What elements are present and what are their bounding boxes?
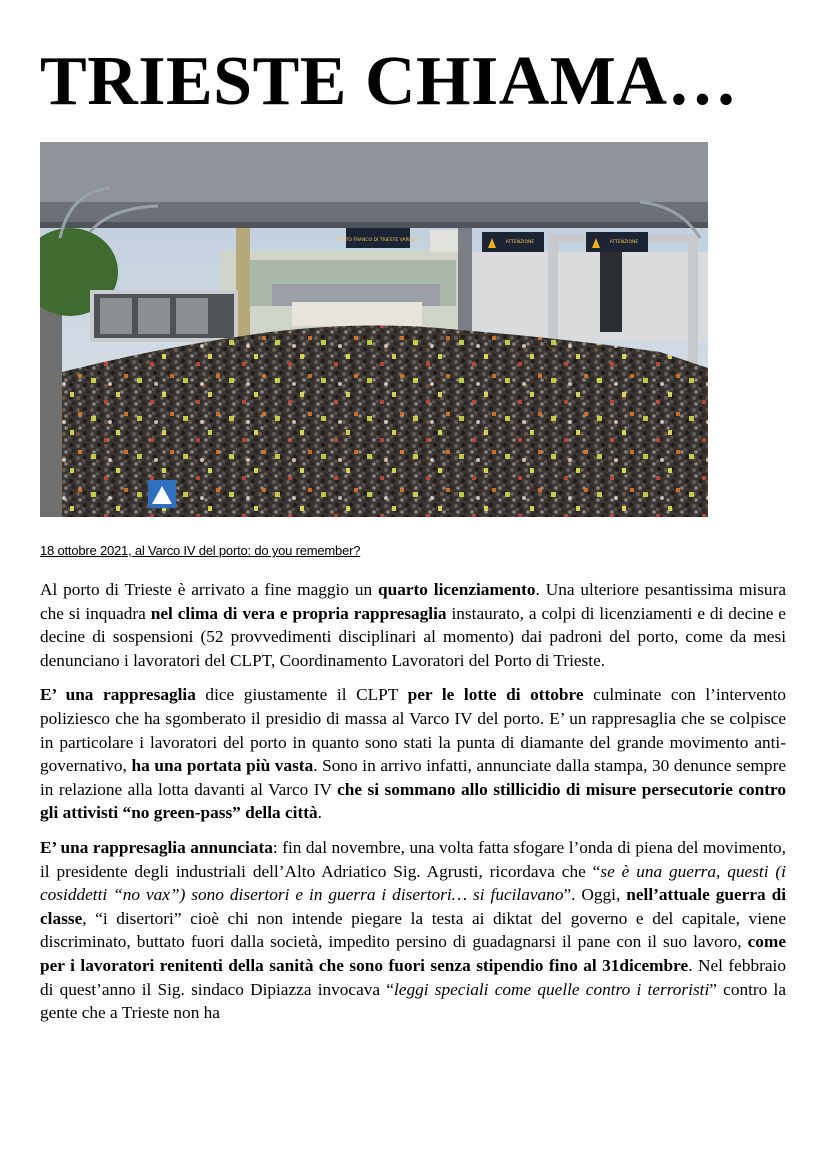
quote: se è una guerra, questi (i cosiddetti “no vax”) sono disertori e in guerra i disertori… si fucilavano xyxy=(40,861,786,905)
sign-board-2: ATTENZIONE xyxy=(505,240,535,245)
emphasis: E’ una rappresaglia xyxy=(40,685,196,705)
page-title: TRIESTE CHIAMA… xyxy=(40,43,738,120)
quote: leggi speciali come quelle contro i terroristi xyxy=(393,979,710,999)
emphasis: ha una portata più vasta xyxy=(131,756,314,776)
emphasis: quarto licenziamento xyxy=(377,580,536,599)
emphasis: che si sommano allo stillicidio di misure persecutorie contro gli attivisti “no green-pass” della città xyxy=(40,779,787,823)
sign-board-3: ATTENZIONE xyxy=(609,240,639,245)
paragraph-3: E’ una rappresaglia annunciata: fin dal novembre, una volta fatta sfogare l’onda di piena del movimento, il presidente degli industriali dell’Alto Adriatico Sig. Agrusti, ricordava che “se è una guerra, questi (i cosiddetti “no vax”) sono disertori e in guerra i disertori… si fucilavano”. Oggi, nell’attuale guerra di classe, “i disertori” cioè chi non intende piegare la testa ai diktat del governo e del capitale, viene discriminato, buttato fuori dalla società, impedito persino di guadagnarsi il pane con il suo lavoro, come per i lavoratori renitenti della sanità che sono fuori senza stipendio fino al 31dicembre. Nel febbraio di quest’anno il Sig. sindaco Dipiazza invocava “leggi speciali come quelle contro i terroristi” contro la gente che a Trieste non ha xyxy=(40,837,787,1023)
article-body xyxy=(40,578,786,1036)
emphasis: per le lotte di ottobre xyxy=(407,685,584,705)
emphasis: nell’attuale guerra di classe xyxy=(40,885,787,928)
photo-caption: 18 ottobre 2021, al Varco IV del porto: do you remember? xyxy=(40,543,361,558)
sign-board-1: PORTO FRANCO DI TRIESTE VARCO 4 xyxy=(336,238,420,243)
emphasis: nel clima di vera e propria rappresaglia xyxy=(150,603,447,623)
port-protest-photo xyxy=(40,142,708,517)
paragraph-1: Al porto di Trieste è arrivato a fine maggio un quarto licenziamento. Una ulteriore pesantissima misura che si inquadra nel clima di vera e propria rappresaglia instaurato, a colpi di licenziamenti e di decine e decine di sospensioni (52 provvedimenti disciplinari al momento) dai padroni del porto, come da mesi denunciano i lavoratori del CLPT, Coordinamento Lavoratori del Porto di Trieste. xyxy=(40,580,786,670)
paragraph-2: E’ una rappresaglia dice giustamente il CLPT per le lotte di ottobre culminate con l’intervento poliziesco che ha sgomberato il presidio di massa al Varco IV del porto. E’ un rappresaglia che se colpisce in particolare i lavoratori del porto in quanto sono stati la punta di diamante del grande movimento anti-governativo, ha una portata più vasta. Sono in arrivo infatti, annunciate dalla stampa, 30 denunce sempre in relazione alla lotta davanti al Varco IV che si sommano allo stillicidio di misure persecutorie contro gli attivisti “no green-pass” della città. xyxy=(40,685,787,823)
emphasis: E’ una rappresaglia annunciata xyxy=(40,837,273,857)
emphasis: come per i lavoratori renitenti della sanità che sono fuori senza stipendio fino al 31dicembre xyxy=(40,932,786,975)
